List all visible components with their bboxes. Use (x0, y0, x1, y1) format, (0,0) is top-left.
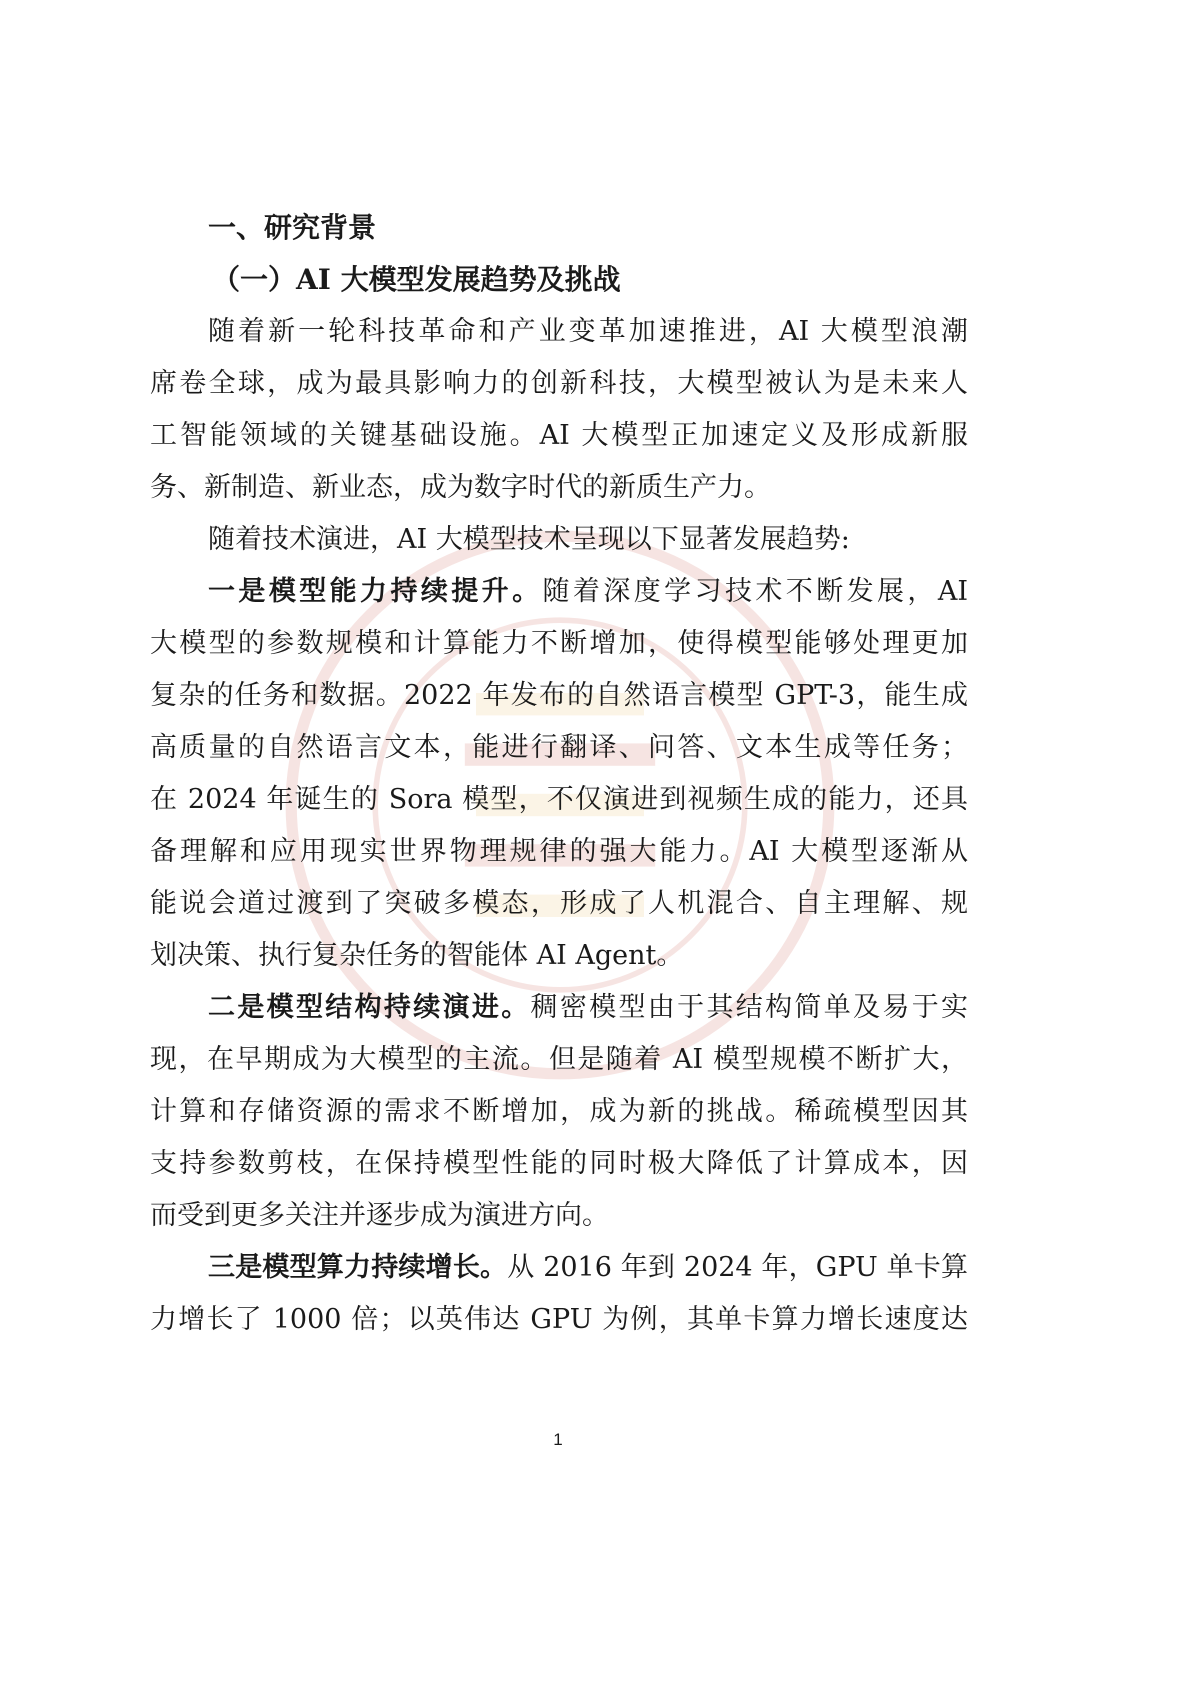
paragraph-trend-3 (150, 1242, 968, 1346)
bold-lead: 三是模型算力持续增长。 (208, 1252, 508, 1283)
text-line (150, 982, 968, 1034)
text-line: 支持参数剪枝，在保持模型性能的同时极大降低了计算成本，因 (150, 1148, 968, 1179)
text-line: 现，在早期成为大模型的主流。但是随着 AI 模型规模不断扩大， (150, 1044, 968, 1075)
text-span: 稠密模型由于其结构简单及易于实 (530, 992, 969, 1023)
text-line: 力增长了 1000 倍；以英伟达 GPU 为例，其单卡算力增长速度达 (150, 1304, 968, 1335)
section-heading: 一、研究背景 (208, 211, 377, 244)
text-line: 高质量的自然语言文本，能进行翻译、问答、文本生成等任务； (150, 732, 968, 763)
text-line: 计算和存储资源的需求不断增加，成为新的挑战。稀疏模型因其 (150, 1096, 968, 1127)
text-line: 大模型的参数规模和计算能力不断增加，使得模型能够处理更加 (150, 628, 968, 659)
document-body (150, 202, 968, 1346)
text-line: 席卷全球，成为最具影响力的创新科技，大模型被认为是未来人 (150, 368, 968, 399)
text-line (150, 566, 968, 618)
paragraph-intro (150, 306, 968, 514)
text-line: 务、新制造、新业态，成为数字时代的新质生产力。 (150, 472, 771, 503)
text-line: 而受到更多关注并逐步成为演进方向。 (150, 1200, 609, 1231)
text-line: 能说会道过渡到了突破多模态，形成了人机混合、自主理解、规 (150, 888, 968, 919)
text-line: 备理解和应用现实世界物理规律的强大能力。AI 大模型逐渐从 (150, 836, 968, 867)
text-line: 划决策、执行复杂任务的智能体 AI Agent。 (150, 940, 684, 971)
text-line (150, 1242, 968, 1294)
text-line: 随着新一轮科技革命和产业变革加速推进，AI 大模型浪潮 (208, 316, 968, 347)
bold-lead: 一是模型能力持续提升。 (208, 576, 543, 607)
paragraph-trend-1 (150, 566, 968, 982)
subsection-heading: （一）AI 大模型发展趋势及挑战 (212, 263, 621, 296)
text-span: 随着深度学习技术不断发展，AI (542, 576, 969, 607)
text-span: 从 2016 年到 2024 年，GPU 单卡算 (507, 1252, 968, 1283)
text-line: 在 2024 年诞生的 Sora 模型，不仅演进到视频生成的能力，还具 (150, 784, 968, 815)
paragraph-trend-2 (150, 982, 968, 1242)
paragraph-trends-intro: 随着技术演进，AI 大模型技术呈现以下显著发展趋势: (208, 524, 850, 555)
text-line: 工智能领域的关键基础设施。AI 大模型正加速定义及形成新服 (150, 420, 968, 451)
page-number: 1 (553, 1430, 563, 1449)
bold-lead: 二是模型结构持续演进。 (208, 992, 531, 1023)
text-line: 复杂的任务和数据。2022 年发布的自然语言模型 GPT-3，能生成 (150, 680, 968, 711)
